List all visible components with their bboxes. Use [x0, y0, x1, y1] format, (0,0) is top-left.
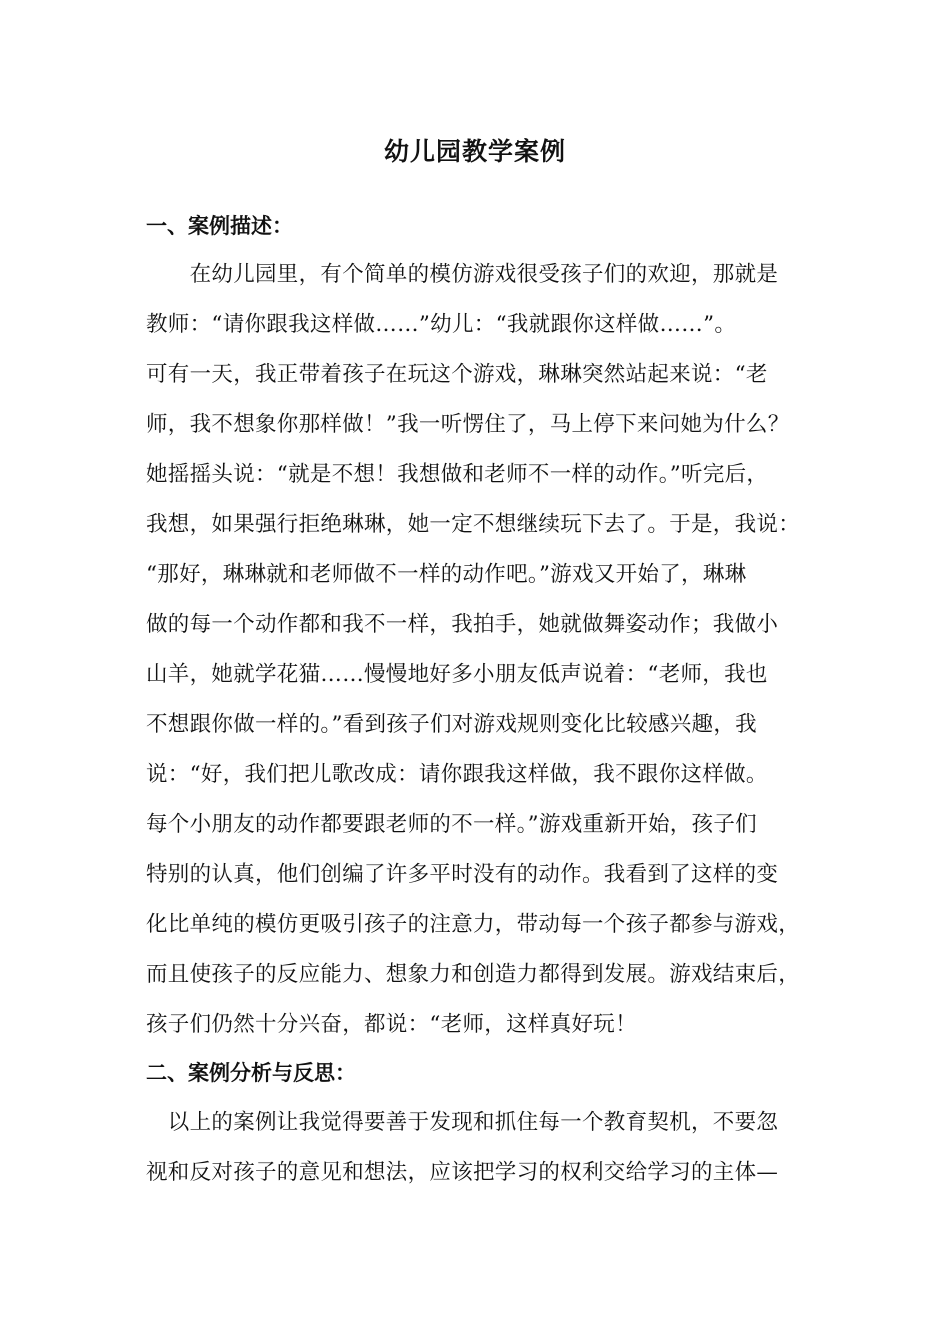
paragraph-line: 做的每一个动作都和我不一样，我拍手，她就做舞姿动作；我做小 [146, 612, 779, 637]
paragraph-line: 而且使孩子的反应能力、想象力和创造力都得到发展。游戏结束后， [146, 962, 801, 987]
paragraph-line: 教师：“请你跟我这样做……”幼儿：“我就跟你这样做……”。 [146, 312, 737, 337]
paragraph-line: 师，我不想象你那样做！”我一听愣住了，马上停下来问她为什么？ [146, 412, 790, 437]
section-heading-case-analysis: 二、案例分析与反思： [146, 1060, 356, 1085]
paragraph-line: 山羊，她就学花猫……慢慢地好多小朋友低声说着：“老师，我也 [146, 662, 768, 687]
document-title: 幼儿园教学案例 [383, 137, 566, 166]
paragraph-line: 不想跟你做一样的。”看到孩子们对游戏规则变化比较感兴趣，我 [146, 712, 757, 737]
paragraph-line: 说：“好，我们把儿歌改成：请你跟我这样做，我不跟你这样做。 [146, 762, 768, 787]
section-heading-case-description: 一、案例描述： [146, 213, 293, 238]
paragraph-line: 每个小朋友的动作都要跟老师的不一样。”游戏重新开始，孩子们 [146, 812, 757, 837]
paragraph-line: “那好，琳琳就和老师做不一样的动作吧。”游戏又开始了，琳琳 [146, 562, 747, 587]
paragraph-line: 视和反对孩子的意见和想法，应该把学习的权利交给学习的主体— [146, 1160, 779, 1185]
paragraph-line: 在幼儿园里，有个简单的模仿游戏很受孩子们的欢迎，那就是 [146, 262, 779, 287]
paragraph-line: 我想，如果强行拒绝琳琳，她一定不想继续玩下去了。于是，我说： [146, 512, 801, 537]
paragraph-line: 特别的认真，他们创编了许多平时没有的动作。我看到了这样的变 [146, 862, 779, 887]
paragraph-line: 孩子们仍然十分兴奋，都说：“老师，这样真好玩！ [146, 1012, 637, 1037]
paragraph-line: 化比单纯的模仿更吸引孩子的注意力，带动每一个孩子都参与游戏， [146, 912, 801, 937]
paragraph-line: 可有一天，我正带着孩子在玩这个游戏，琳琳突然站起来说：“老 [146, 362, 768, 387]
paragraph-line: 她摇摇头说：“就是不想！我想做和老师不一样的动作。”听完后， [146, 462, 769, 487]
paragraph-line: 以上的案例让我觉得要善于发现和抓住每一个教育契机，不要忽 [146, 1110, 779, 1135]
